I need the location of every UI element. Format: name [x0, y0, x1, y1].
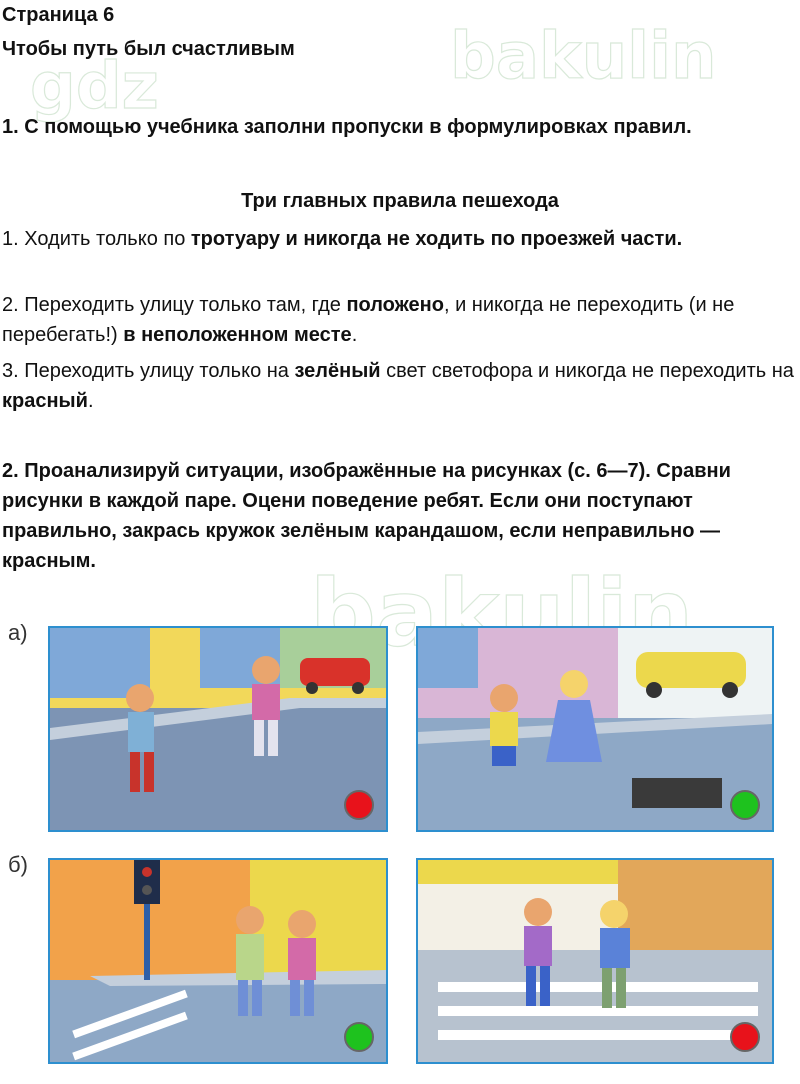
rule-3-answer-1: зелёный	[294, 360, 381, 382]
rule-1	[2, 224, 794, 254]
watermark: bakulin	[450, 20, 717, 94]
rule-2-text: 2. Переходить улицу только там, где	[2, 294, 347, 316]
rule-3-answer-2: красный	[2, 390, 88, 412]
rule-2-text-2: , и никогда не переходить (и не перебегать!)	[2, 294, 735, 346]
illustration-a-right	[418, 628, 772, 830]
task1-heading: 1. С помощью учебника заполни пропуски в формулировках правил.	[2, 116, 692, 138]
task2-heading: 2. Проанализируй ситуации, изображённые на рисунках (с. 6—7). Сравни рисунки в каждой паре. Оцени поведение ребят. Если они поступают правильно, закрась кружок зелёным карандашом, если неправильно — красным.	[2, 460, 731, 572]
rule-3	[2, 356, 794, 416]
rules-title: Три главных правила пешехода	[241, 190, 559, 212]
rule-2	[2, 290, 794, 350]
picture-a-left	[48, 626, 388, 832]
rule-2-answer-2: в неположенном месте	[123, 324, 352, 346]
section-subtitle: Чтобы путь был счастливым	[2, 38, 295, 60]
watermark: gdz	[30, 50, 159, 124]
rule-1-answer: тротуару и никогда не ходить по проезжей части.	[190, 228, 683, 250]
rule-2-end: .	[351, 324, 358, 346]
rule-3-text-2: свет светофора и никогда не переходить на	[380, 360, 794, 382]
illustration-b-left	[50, 860, 386, 1062]
answer-circle-a-left[interactable]	[344, 790, 374, 820]
answer-circle-a-right[interactable]	[730, 790, 760, 820]
picture-a-right	[416, 626, 774, 832]
rule-2-answer-1: положено	[346, 294, 444, 316]
rule-3-end: .	[87, 390, 94, 412]
picture-b-left	[48, 858, 388, 1064]
rule-1-text: 1. Ходить только по	[2, 228, 191, 250]
row-a-label: а)	[8, 620, 28, 645]
rule-3-text: 3. Переходить улицу только на	[2, 360, 295, 382]
illustration-a-left	[50, 628, 386, 830]
page-title: Страница 6	[2, 4, 115, 26]
row-b-label: б)	[8, 852, 28, 877]
illustration-b-right	[418, 860, 772, 1062]
answer-circle-b-left[interactable]	[344, 1022, 374, 1052]
watermark: bakulin	[310, 560, 694, 667]
picture-b-right	[416, 858, 774, 1064]
answer-circle-b-right[interactable]	[730, 1022, 760, 1052]
